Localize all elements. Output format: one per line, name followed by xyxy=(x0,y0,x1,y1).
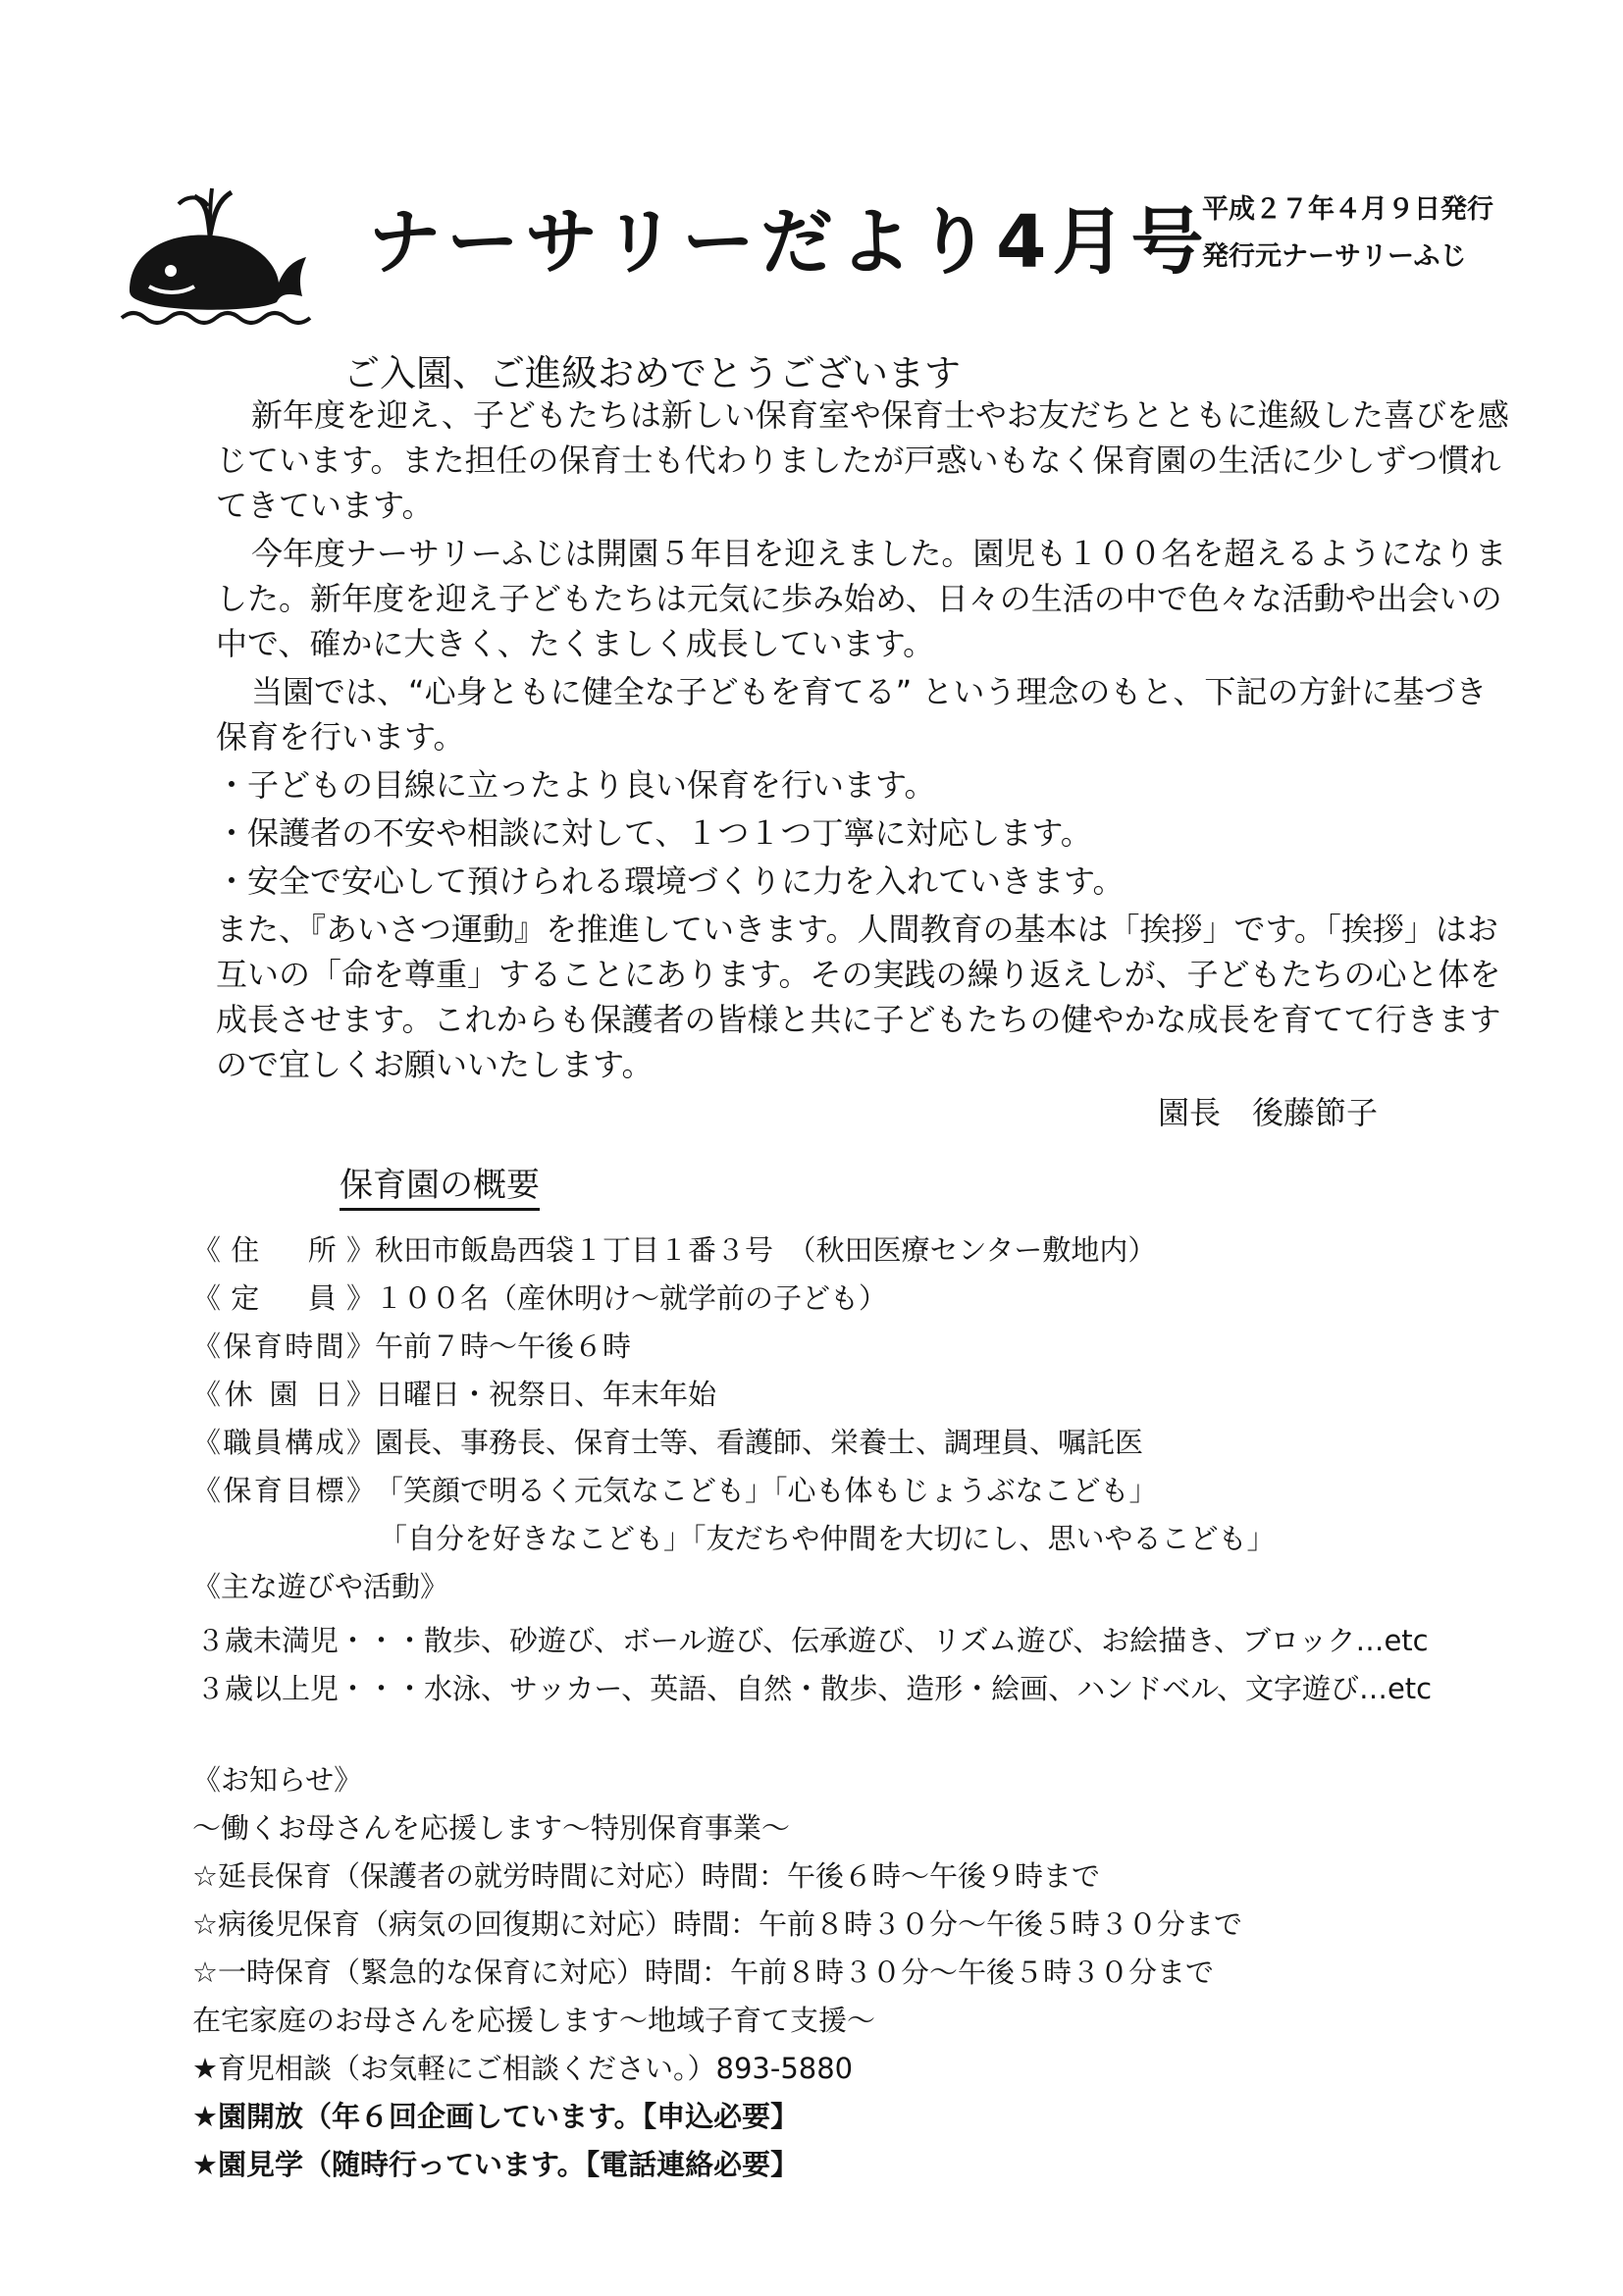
notice-line: ★園開放（年６回企画しています。【申込必要】 xyxy=(192,2100,800,2133)
policy-bullet: ・安全で安心して預けられる環境づくりに力を入れていきます。 xyxy=(216,862,1125,900)
notice-line: ☆一時保育（緊急的な保育に対応）時間：午前８時３０分～午後５時３０分まで xyxy=(192,1956,1214,1989)
overview-value: 午前７時～午後６時 xyxy=(375,1330,632,1363)
activity-line: ３歳以上児・・・水泳、サッカー、英語、自然・散歩、造形・絵画、ハンドベル、文字遊び…etc xyxy=(196,1672,1433,1705)
overview-item xyxy=(192,1369,1468,1417)
publisher: 発行元ナーサリーふじ xyxy=(1202,241,1467,272)
signature-line xyxy=(216,1090,1511,1135)
overview-value: 「笑顔で明るく元気なこども」「心も体もじょうぶなこども」 xyxy=(375,1474,1158,1507)
closing-text: また、『あいさつ運動』を推進していきます。人間教育の基本は「挨拶」です。「挨拶」はお互いの「命を尊重」することにあります。その実践の繰り返えしが、子どもたちの心と体を成長させます。これからも保護者の皆様と共に子どもたちの健やかな成長を育てて行きますので宜しくお願いいたします。 xyxy=(216,911,1501,1083)
overview-value: 日曜日・祝祭日、年末年始 xyxy=(375,1378,717,1411)
issue-info xyxy=(1202,186,1493,281)
notice-line: ～働くお母さんを応援します～特別保育事業～ xyxy=(192,1811,791,1845)
overview-item xyxy=(192,1465,1468,1513)
whale-icon xyxy=(120,175,316,332)
activities-label: 《主な遊びや活動》 xyxy=(192,1570,449,1603)
overview-goal-line2 xyxy=(192,1513,1468,1561)
activity-line: ３歳未満児・・・散歩、砂遊び、ボール遊び、伝承遊び、リズム遊び、お絵描き、ブロック…etc xyxy=(196,1624,1429,1657)
overview-label: 《職員構成》 xyxy=(192,1426,375,1459)
overview-label: 《定 員》 xyxy=(192,1281,375,1315)
notice-line: ★園見学（随時行っています。【電話連絡必要】 xyxy=(192,2148,800,2181)
notice-title: 《お知らせ》 xyxy=(192,1763,363,1797)
overview-label: 《保育時間》 xyxy=(192,1330,375,1363)
overview-label: 《保育目標》 xyxy=(192,1474,375,1507)
signature: 園長 後藤節子 xyxy=(1158,1094,1379,1131)
newsletter-title: ナーサリーだより4月号 xyxy=(368,200,1210,285)
greeting-paragraph: 新年度を迎え、子どもたちは新しい保育室や保育士やお友だちとともに進級した喜びを感じています。また担任の保育士も代わりましたが戸惑いもなく保育園の生活に少しずつ慣れてきています。 xyxy=(216,396,1509,524)
notice-line: ★育児相談（お気軽にご相談ください。）893-5880 xyxy=(192,2052,854,2085)
overview-label: 《休 園 日》 xyxy=(192,1378,375,1411)
overview-item xyxy=(192,1417,1468,1465)
overview-label: 《住 所》 xyxy=(192,1233,375,1267)
notice-line: 在宅家庭のお母さんを応援します～地域子育て支援～ xyxy=(192,2004,876,2037)
overview-value: 秋田市飯島西袋１丁目１番３号 （秋田医療センター敷地内） xyxy=(375,1233,1157,1267)
overview-value: 「自分を好きなこども」「友だちや仲間を大切にし、思いやるこども」 xyxy=(379,1522,1276,1555)
greeting-title: ご入園、ご進級おめでとうございます xyxy=(343,352,961,394)
overview-item xyxy=(192,1321,1468,1369)
greeting-body xyxy=(216,392,1511,1138)
notice-section xyxy=(192,1754,1468,2187)
overview-list xyxy=(192,1225,1468,1711)
notice-line: ☆延長保育（保護者の就労時間に対応）時間：午後６時～午後９時まで xyxy=(192,1859,1100,1893)
policy-bullet: ・子どもの目線に立ったより良い保育を行います。 xyxy=(216,766,936,804)
overview-title: 保育園の概要 xyxy=(340,1158,540,1211)
overview-item xyxy=(192,1225,1468,1273)
overview-value: １００名（産休明け～就学前の子ども） xyxy=(375,1281,888,1315)
policy-bullet: ・保護者の不安や相談に対して、１つ１つ丁寧に対応します。 xyxy=(216,814,1092,852)
overview-value: 園長、事務長、保育士等、看護師、栄養士、調理員、嘱託医 xyxy=(375,1426,1144,1459)
overview-item xyxy=(192,1273,1468,1321)
greeting-paragraph: 当園では、“心身ともに健全な子どもを育てる” という理念のもと、下記の方針に基づき保育を行います。 xyxy=(216,673,1488,756)
issue-date: 平成２７年４月９日発行 xyxy=(1202,194,1493,225)
notice-line: ☆病後児保育（病気の回復期に対応）時間：午前８時３０分～午後５時３０分まで xyxy=(192,1907,1242,1941)
closing-paragraph xyxy=(216,907,1511,1087)
greeting-paragraph: 今年度ナーサリーふじは開園５年目を迎えました。園児も１００名を超えるようになりました。新年度を迎え子どもたちは元気に歩み始め、日々の生活の中で色々な活動や出会いの中で、確かに大きく、たくましく成長しています。 xyxy=(216,535,1507,662)
